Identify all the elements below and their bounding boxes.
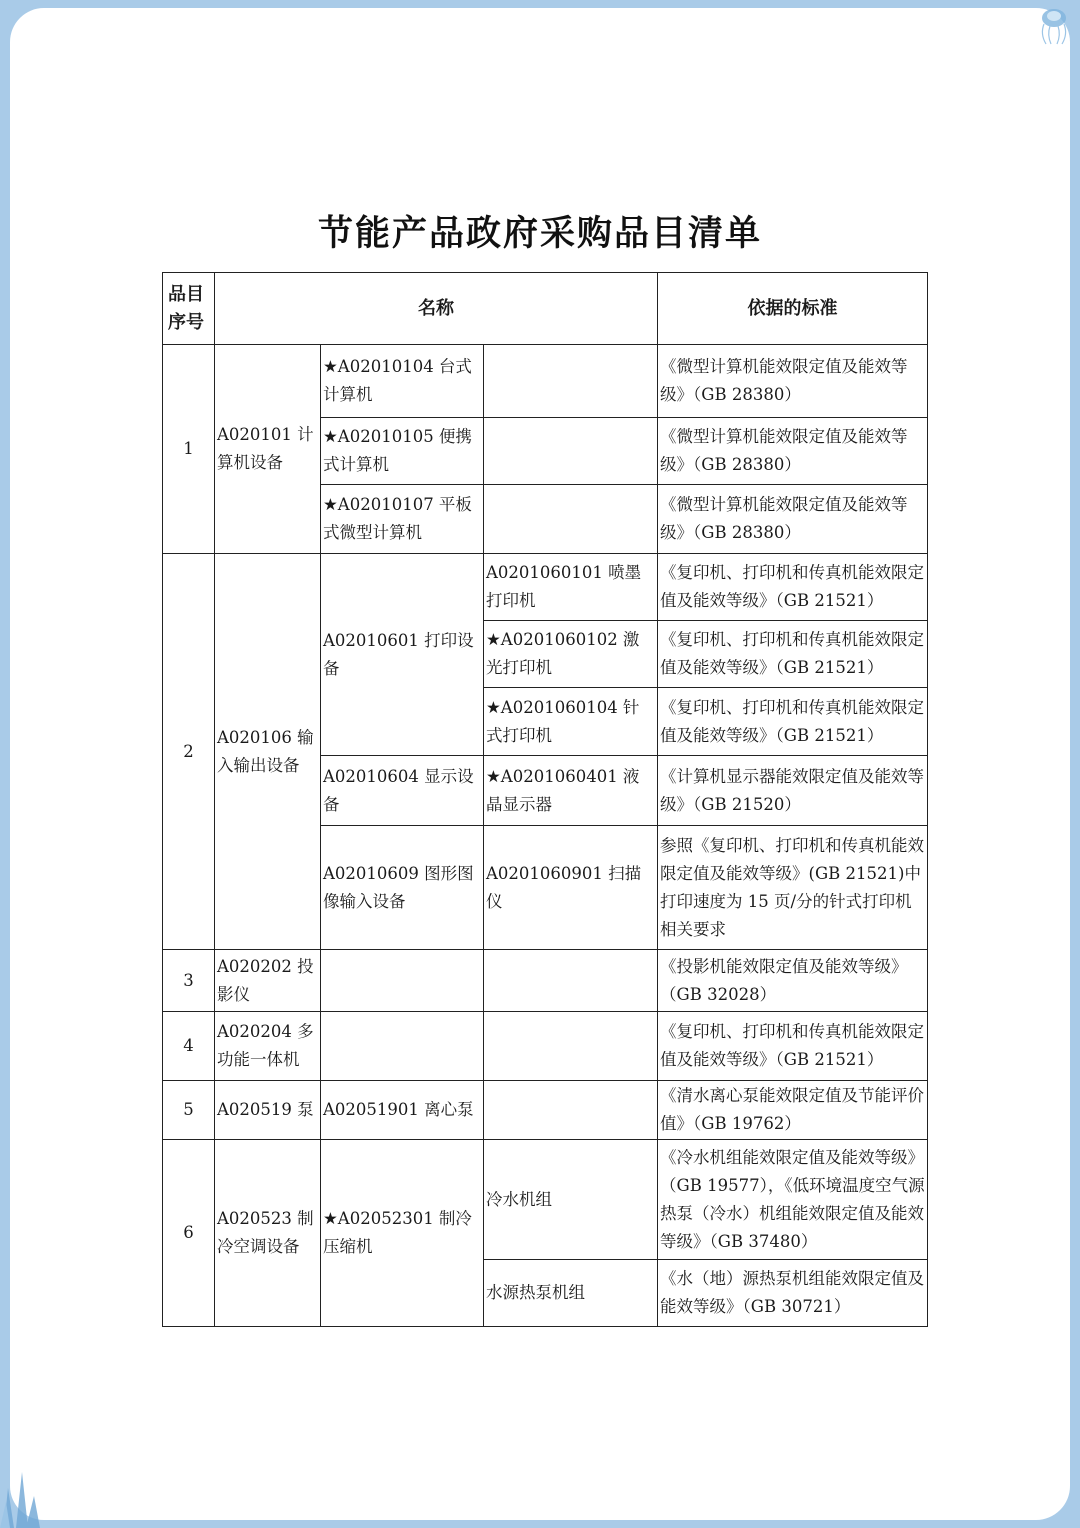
detail-cell: A0201060901 扫描仪 bbox=[484, 826, 658, 950]
row-number: 3 bbox=[163, 950, 215, 1012]
table-row bbox=[163, 1012, 928, 1081]
header-standard: 依据的标准 bbox=[658, 273, 928, 345]
detail-cell: ★A0201060102 激光打印机 bbox=[484, 621, 658, 688]
category-cell: A020519 泵 bbox=[215, 1081, 321, 1140]
detail-cell bbox=[484, 950, 658, 1012]
subcategory-cell: ★A02010104 台式计算机 bbox=[321, 345, 484, 418]
row-number: 5 bbox=[163, 1081, 215, 1140]
category-cell: A020523 制冷空调设备 bbox=[215, 1140, 321, 1327]
table-header-row bbox=[163, 273, 928, 345]
subcategory-cell: A02010601 打印设备 bbox=[321, 554, 484, 756]
table-row bbox=[163, 554, 928, 621]
category-cell: A020204 多功能一体机 bbox=[215, 1012, 321, 1081]
table-row bbox=[163, 950, 928, 1012]
page-title: 节能产品政府采购品目清单 bbox=[317, 214, 762, 254]
detail-cell bbox=[484, 1081, 658, 1140]
standard-cell: 《复印机、打印机和传真机能效限定值及能效等级》（GB 21521） bbox=[658, 688, 928, 756]
subcategory-cell: A02010604 显示设备 bbox=[321, 756, 484, 826]
detail-cell bbox=[484, 485, 658, 554]
jellyfish-decoration-icon bbox=[1004, 4, 1074, 46]
subcategory-cell bbox=[321, 950, 484, 1012]
standard-cell: 《微型计算机能效限定值及能效等级》（GB 28380） bbox=[658, 485, 928, 554]
standard-cell: 《投影机能效限定值及能效等级》（GB 32028） bbox=[658, 950, 928, 1012]
row-number: 4 bbox=[163, 1012, 215, 1081]
standard-cell: 《复印机、打印机和传真机能效限定值及能效等级》（GB 21521） bbox=[658, 1012, 928, 1081]
standard-cell: 《复印机、打印机和传真机能效限定值及能效等级》（GB 21521） bbox=[658, 554, 928, 621]
detail-cell bbox=[484, 1012, 658, 1081]
detail-cell: 冷水机组 bbox=[484, 1140, 658, 1260]
procurement-table bbox=[162, 272, 928, 1327]
subcategory-cell bbox=[321, 1012, 484, 1081]
subcategory-cell: ★A02010105 便携式计算机 bbox=[321, 418, 484, 485]
detail-cell bbox=[484, 345, 658, 418]
subcategory-cell: ★A02010107 平板式微型计算机 bbox=[321, 485, 484, 554]
detail-cell: A0201060101 喷墨打印机 bbox=[484, 554, 658, 621]
detail-cell bbox=[484, 418, 658, 485]
category-cell: A020202 投影仪 bbox=[215, 950, 321, 1012]
standard-cell: 《微型计算机能效限定值及能效等级》（GB 28380） bbox=[658, 418, 928, 485]
standard-cell: 《微型计算机能效限定值及能效等级》（GB 28380） bbox=[658, 345, 928, 418]
category-cell: A020106 输入输出设备 bbox=[215, 554, 321, 950]
coral-decoration-icon bbox=[0, 1458, 60, 1528]
row-number: 1 bbox=[163, 345, 215, 554]
standard-cell: 《计算机显示器能效限定值及能效等级》（GB 21520） bbox=[658, 756, 928, 826]
row-number: 6 bbox=[163, 1140, 215, 1327]
detail-cell: ★A0201060401 液晶显示器 bbox=[484, 756, 658, 826]
table-row bbox=[163, 1081, 928, 1140]
standard-cell: 《清水离心泵能效限定值及节能评价值》（GB 19762） bbox=[658, 1081, 928, 1140]
standard-cell: 《冷水机组能效限定值及能效等级》（GB 19577），《低环境温度空气源热泵（冷水）机组能效限定值及能效等级》（GB 37480） bbox=[658, 1140, 928, 1260]
standard-cell: 参照《复印机、打印机和传真机能效限定值及能效等级》(GB 21521)中打印速度为 15 页/分的针式打印机相关要求 bbox=[658, 826, 928, 950]
table-row bbox=[163, 345, 928, 418]
header-seq: 品目序号 bbox=[163, 273, 215, 345]
standard-cell: 《水（地）源热泵机组能效限定值及能效等级》（GB 30721） bbox=[658, 1260, 928, 1327]
subcategory-cell: A02051901 离心泵 bbox=[321, 1081, 484, 1140]
subcategory-cell: A02010609 图形图像输入设备 bbox=[321, 826, 484, 950]
detail-cell: ★A0201060104 针式打印机 bbox=[484, 688, 658, 756]
category-cell: A020101 计算机设备 bbox=[215, 345, 321, 554]
row-number: 2 bbox=[163, 554, 215, 950]
subcategory-cell: ★A02052301 制冷压缩机 bbox=[321, 1140, 484, 1327]
detail-cell: 水源热泵机组 bbox=[484, 1260, 658, 1327]
header-name: 名称 bbox=[215, 273, 658, 345]
standard-cell: 《复印机、打印机和传真机能效限定值及能效等级》（GB 21521） bbox=[658, 621, 928, 688]
table-row bbox=[163, 1140, 928, 1260]
